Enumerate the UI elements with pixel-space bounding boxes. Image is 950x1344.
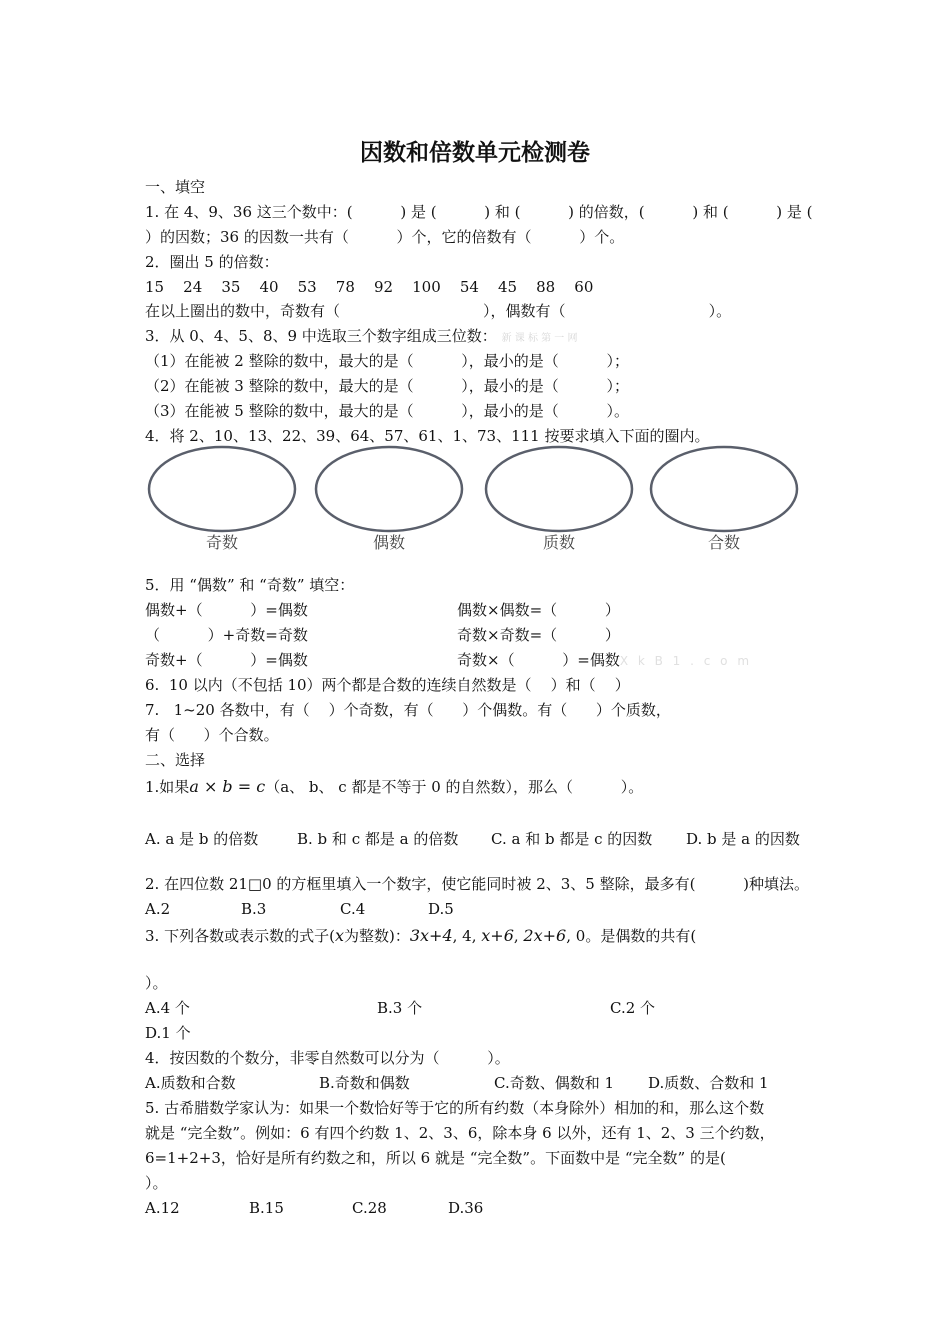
choice-3-option-a: A.4 个 [145, 999, 190, 1017]
watermark-text: 新 课 标 第 一 网 [501, 333, 578, 344]
choice-4-option-b: B.奇数和偶数 [319, 1074, 410, 1092]
question-1-line-2: ）的因数；36 的因数一共有（ ）个，它的倍数有（ ）个。 [145, 228, 625, 246]
choice-1-stem [145, 776, 643, 798]
choice-1-option-a: A. a 是 b 的倍数 [145, 830, 259, 848]
question-5-right-2: 奇数×奇数=（ ） [457, 626, 620, 644]
question-3-line-1 [145, 325, 578, 350]
choice-1-prefix: 1.如果 [145, 778, 190, 796]
choice-2-option-a: A.2 [145, 900, 171, 918]
oval-label-prime: 质数 [542, 533, 576, 552]
choice-2-option-c: C.4 [340, 900, 366, 918]
question-5-left-1: 偶数+（ ）=偶数 [145, 601, 308, 619]
choice-5-option-c: C.28 [352, 1199, 387, 1217]
question-1-line-1: 1. 在 4、9、36 这三个数中：( ) 是 ( ) 和 ( ) 的倍数，( ) 和 ( ) 是 ( [145, 203, 813, 221]
choice-4-stem: 4．按因数的个数分，非零自然数可以分为（ ）。 [145, 1049, 510, 1067]
choice-1-option-d: D. b 是 a 的因数 [686, 830, 800, 848]
question-6: 6. 10 以内（不包括 10）两个都是合数的连续自然数是（ ）和（ ） [145, 676, 630, 694]
choice-1-formula: a × b = c [189, 777, 266, 796]
section-heading-fill: 一、填空 [145, 178, 206, 196]
question-4-line-1: 4．将 2、10、13、22、39、64、57、61、1、73、111 按要求填入下面的圈内。 [145, 427, 710, 445]
choice-3-expr-3: x+6 [481, 926, 514, 945]
choice-4-option-c: C.奇数、偶数和 1 [494, 1074, 615, 1092]
choice-5-option-b: B.15 [249, 1199, 284, 1217]
question-3-sub-2: （2）在能被 3 整除的数中，最大的是（ ），最小的是（ ）； [145, 377, 629, 395]
oval-prime [486, 447, 632, 531]
oval-even [316, 447, 462, 531]
watermark-url: X k B 1 . c o m [619, 654, 753, 668]
choice-5-option-d: D.36 [448, 1199, 484, 1217]
choice-3-stem: 3. 下列各数或表示数的式子(x为整数)：3x+4, 4, x+6, 2x+6, 0。是偶数的共有( [145, 926, 697, 945]
choice-1-option-c: C. a 和 b 都是 c 的因数 [491, 830, 653, 848]
choice-4-option-d: D.质数、合数和 1 [648, 1074, 769, 1092]
choice-5-line-3: 6=1+2+3，恰好是所有约数之和，所以 6 就是 “完全数”。下面数中是 “完全数” 的是( [145, 1149, 726, 1167]
choice-3-prefix: 3. 下列各数或表示数的式子( [145, 927, 335, 945]
choice-3-suffix: 。是偶数的共有( [585, 927, 697, 945]
choice-3-expr-5: 0 [575, 927, 586, 945]
choice-2-option-b: B.3 [241, 900, 267, 918]
choice-3-expr-4: 2x+6 [523, 926, 567, 945]
choice-3-option-d: D.1 个 [145, 1024, 191, 1042]
question-7-line-2: 有（ ）个合数。 [145, 726, 279, 744]
choice-3-mid: 为整数)： [343, 927, 410, 945]
choice-2-option-d: D.5 [428, 900, 454, 918]
question-3-sub-1: （1）在能被 2 整除的数中，最大的是（ ），最小的是（ ）； [145, 352, 629, 370]
question-2-line-3: 在以上圈出的数中，奇数有（ ），偶数有（ ）。 [145, 302, 732, 320]
choice-5-line-1: 5. 古希腊数学家认为：如果一个数恰好等于它的所有约数（本身除外）相加的和，那么这个数 [145, 1099, 765, 1117]
question-5-line-1: 5．用 “偶数” 和 “奇数” 填空： [145, 576, 355, 594]
choice-3-stem-end: ）。 [145, 974, 168, 992]
choice-4-option-a: A.质数和合数 [145, 1074, 236, 1092]
page-title: 因数和倍数单元检测卷 [360, 140, 590, 166]
choice-2-stem: 2. 在四位数 21□0 的方框里填入一个数字，使它能同时被 2、3、5 整除，最多有( )种填法。 [145, 875, 809, 893]
question-3-text: 3．从 0、4、5、8、9 中选取三个数字组成三位数： [145, 327, 497, 345]
oval-composite [651, 447, 797, 531]
question-5-right-3 [457, 649, 752, 672]
choice-3-expr-2: 4 [462, 927, 472, 945]
oval-label-composite: 合数 [707, 533, 741, 552]
question-5-right-3-text: 奇数×（ ）=偶数 [457, 651, 620, 669]
choice-3-variable: x [334, 926, 344, 945]
question-5-left-3: 奇数+（ ）=偶数 [145, 651, 308, 669]
choice-1-option-b: B. b 和 c 都是 a 的倍数 [297, 830, 459, 848]
choice-1-suffix: （a、 b、 c 都是不等于 0 的自然数），那么（ ）。 [265, 778, 644, 796]
oval-label-even: 偶数 [372, 533, 406, 552]
question-3-sub-3: （3）在能被 5 整除的数中，最大的是（ ），最小的是（ ）。 [145, 402, 629, 420]
oval-odd [149, 447, 295, 531]
choice-5-option-a: A.12 [145, 1199, 180, 1217]
choice-5-line-4: ）。 [145, 1174, 168, 1192]
question-2-numbers: 15 24 35 40 53 78 92 100 54 45 88 60 [145, 278, 594, 296]
choice-3-option-b: B.3 个 [377, 999, 423, 1017]
question-5-left-2: （ ）+奇数=奇数 [145, 626, 308, 644]
choice-5-line-2: 就是 “完全数”。例如：6 有四个约数 1、2、3、6，除本身 6 以外，还有 1、2、3 三个约数， [145, 1124, 775, 1142]
oval-label-odd: 奇数 [205, 533, 239, 552]
choice-3-expr-1: 3x+4 [409, 926, 453, 945]
question-2-line-1: 2．圈出 5 的倍数： [145, 253, 279, 271]
question-5-right-1: 偶数×偶数=（ ） [457, 601, 620, 619]
classification-ovals [145, 444, 805, 556]
choice-3-option-c: C.2 个 [610, 999, 656, 1017]
section-heading-choice: 二、选择 [145, 751, 206, 769]
question-7-line-1: 7. 1~20 各数中，有（ ）个奇数，有（ ）个偶数。有（ ）个质数， [145, 701, 671, 719]
